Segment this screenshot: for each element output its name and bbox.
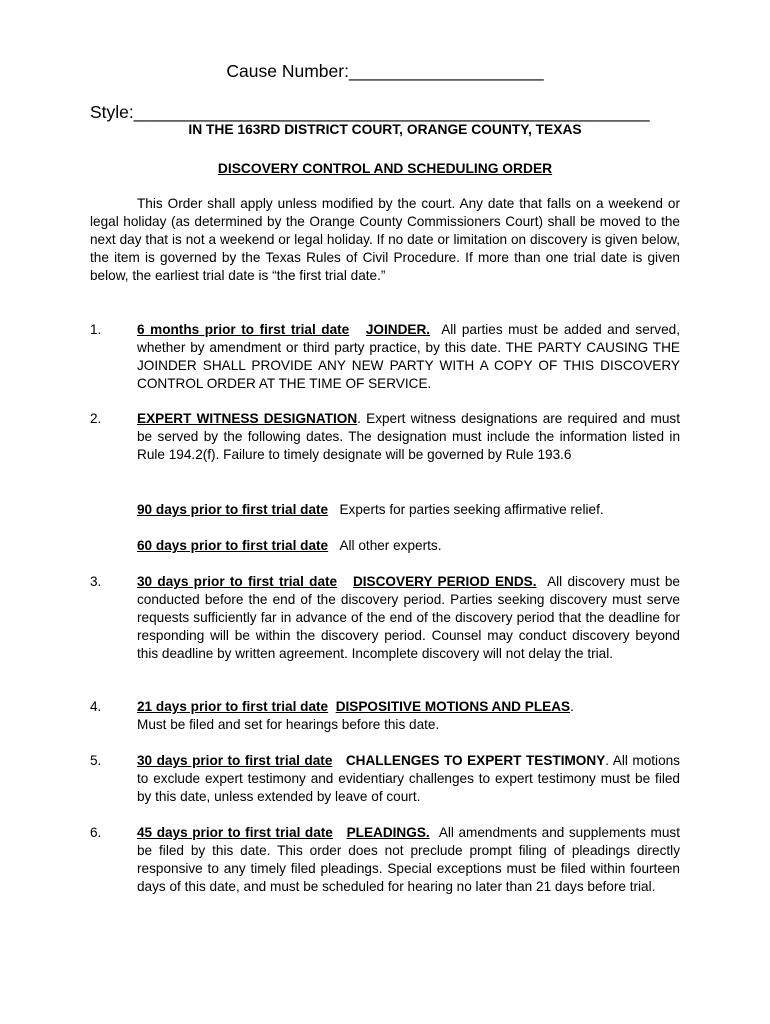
item-heading: JOINDER.	[365, 322, 431, 337]
item-body	[137, 824, 680, 896]
deadline-date: 6 months prior to first trial date	[137, 322, 350, 337]
intro-paragraph: This Order shall apply unless modified by the court. Any date that falls on a weekend or legal holiday (as determined by the Orange County Commissioners Court) shall be moved to the next day that is not a weekend or legal holiday. If no date or limitation on discovery is given below, the item is governed by the Texas Rules of Civil Procedure. If more than one trial date is given below, the earliest trial date is “the first trial date.”	[90, 196, 680, 283]
deadline-date: 60 days prior to first trial date	[137, 538, 329, 553]
item-text: . All motions to exclude expert testimony and evidentiary challenges to expert testimony must be filed by this date, unless extended by leave of court.	[137, 753, 680, 804]
item-text: All discovery must be conducted before the end of the discovery period. Parties seeking discovery must serve requests sufficiently far in advance of the end of the discovery period that the deadline for responding will be within the discovery period. Counsel may conduct discovery beyond this deadline by written agreement. Incomplete discovery will not delay the trial.	[137, 574, 680, 661]
style-line: Style:_____________________________________________________	[90, 102, 650, 122]
item-body: 21 days prior to first trial date DISPOSITIVE MOTIONS AND PLEAS. Must be filed and set for hearings before this date.	[137, 699, 574, 732]
item-number: 5.	[90, 753, 102, 768]
item-body	[137, 752, 680, 806]
item-number: 1.	[90, 322, 102, 337]
item-heading: EXPERT WITNESS DESIGNATION	[137, 411, 358, 426]
deadline-date: 30 days prior to first trial date	[137, 753, 333, 768]
item-text: . Expert witness designations are required and must be served by the following dates. The designation must include the information listed in Rule 194.2(f). Failure to timely designate will be governed by Rule 193.6	[137, 411, 680, 462]
item-heading: DISCOVERY PERIOD ENDS.	[352, 574, 537, 589]
item-heading: PLEADINGS.	[346, 825, 430, 840]
deadline-date: 90 days prior to first trial date	[137, 502, 329, 517]
deadline-date: 30 days prior to first trial date	[137, 574, 338, 589]
item-body	[137, 321, 680, 393]
deadline-text: All other experts.	[339, 538, 442, 553]
item-text: All parties must be added and served, whether by amendment or third party practice, by this date. THE PARTY CAUSING THE JOINDER SHALL PROVIDE ANY NEW PARTY WITH A COPY OF THIS DISCOVERY CONTROL ORDER AT THE TIME OF SERVICE.	[137, 322, 680, 391]
item-heading: CHALLENGES TO EXPERT TESTIMONY	[345, 753, 606, 768]
expert-deadline-other	[137, 537, 680, 555]
item-text: Must be filed and set for hearings before this date.	[137, 717, 440, 732]
item-heading: DISPOSITIVE MOTIONS AND PLEAS	[335, 699, 571, 714]
deadline-text: Experts for parties seeking affirmative relief.	[339, 502, 604, 517]
court-heading: IN THE 163RD DISTRICT COURT, ORANGE COUNTY, TEXAS	[188, 122, 582, 137]
expert-deadline-affirmative	[137, 501, 680, 519]
order-title: DISCOVERY CONTROL AND SCHEDULING ORDER	[217, 161, 553, 176]
item-number: 4.	[90, 699, 102, 714]
deadline-date: 45 days prior to first trial date	[137, 825, 333, 840]
item-text: All amendments and supplements must be filed by this date. This order does not preclude prompt filing of pleadings directly responsive to any timely filed pleadings. Special exceptions must be filed within fourteen days of this date, and must be scheduled for hearing no later than 21 days before trial.	[137, 825, 680, 894]
deadline-date: 21 days prior to first trial date	[137, 699, 329, 714]
item-body	[137, 410, 680, 464]
cause-number-line: Cause Number:____________________	[226, 61, 544, 81]
item-number: 3.	[90, 574, 102, 589]
item-number: 6.	[90, 825, 102, 840]
item-number: 2.	[90, 411, 102, 426]
item-body	[137, 573, 680, 663]
